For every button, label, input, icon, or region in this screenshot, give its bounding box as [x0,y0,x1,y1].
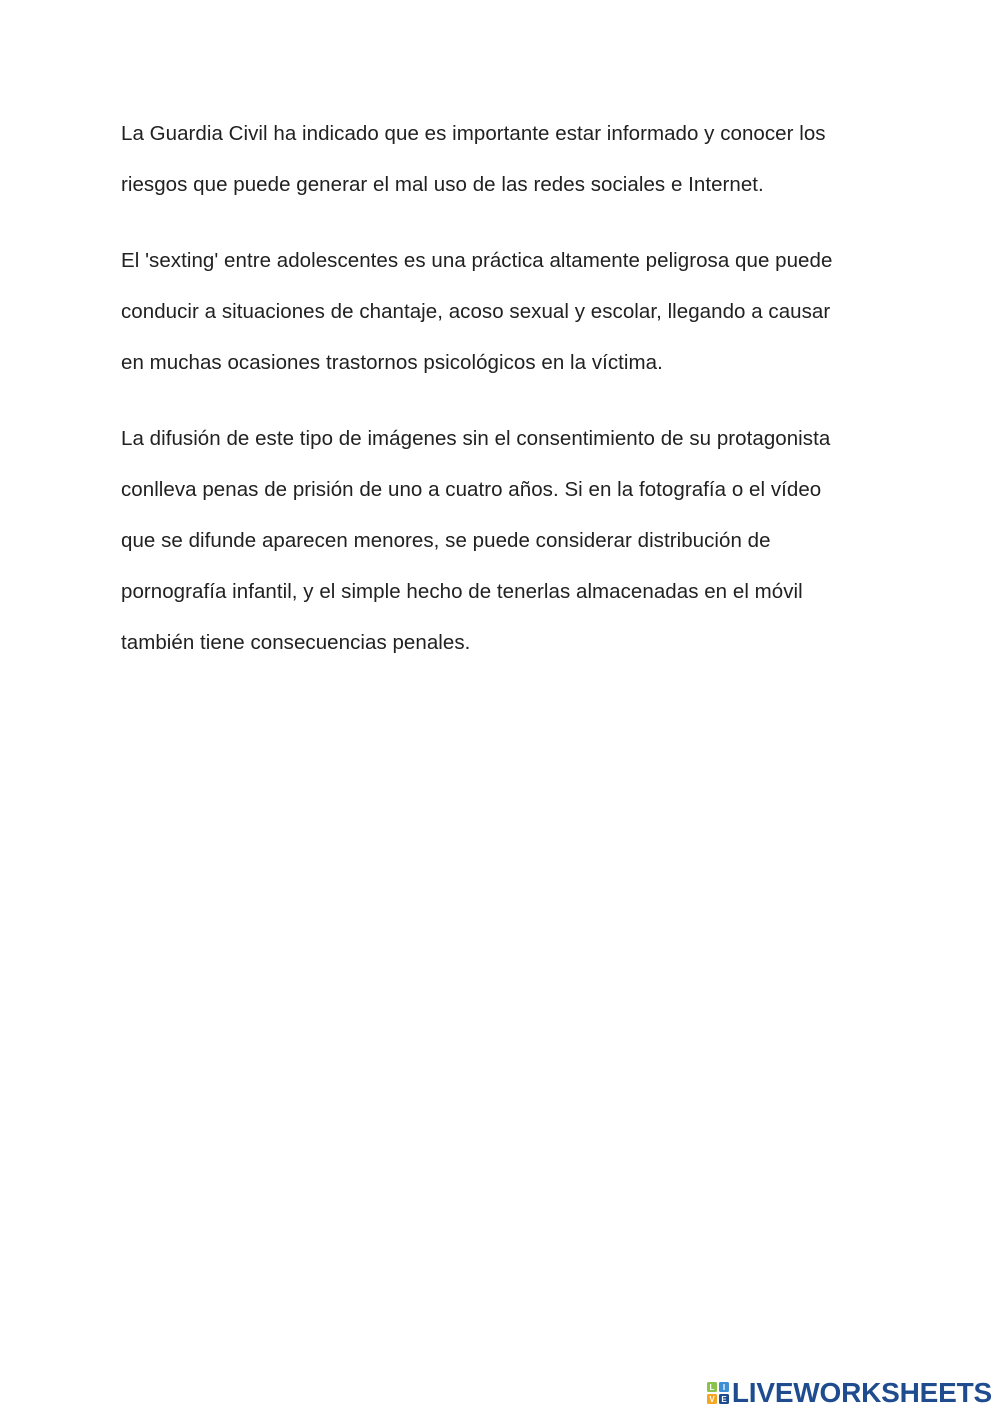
paragraph-sexting [121,235,891,388]
text-line: La Guardia Civil ha indicado que es importante estar informado y conocer los [121,122,826,145]
text-line: que se difunde aparecen menores, se puede considerar distribución de [121,529,771,552]
text-line: conlleva penas de prisión de uno a cuatro años. Si en la fotografía o el vídeo [121,478,822,501]
svg-text:V: V [709,1395,715,1405]
text-line: La difusión de este tipo de imágenes sin el consentimiento de su protagonista [121,427,831,450]
liveworksheets-logo[interactable] [706,1377,992,1409]
text-line: El 'sexting' entre adolescentes es una práctica altamente peligrosa que puede [121,249,833,272]
paragraph-penalties [121,413,891,668]
svg-text:L: L [709,1383,715,1393]
paragraph-intro [121,108,891,210]
svg-text:E: E [721,1395,727,1405]
text-line: pornografía infantil, y el simple hecho de tenerlas almacenadas en el móvil [121,580,803,603]
text-line: conducir a situaciones de chantaje, acoso sexual y escolar, llegando a causar [121,300,831,323]
text-line: también tiene consecuencias penales. [121,631,471,654]
liveworksheets-logo-icon [706,1379,730,1407]
text-line: en muchas ocasiones trastornos psicológicos en la víctima. [121,351,663,374]
svg-text:I: I [722,1383,725,1393]
text-line: riesgos que puede generar el mal uso de las redes sociales e Internet. [121,173,764,196]
liveworksheets-wordmark: LIVEWORKSHEETS [731,1377,992,1408]
document-body [121,108,891,693]
